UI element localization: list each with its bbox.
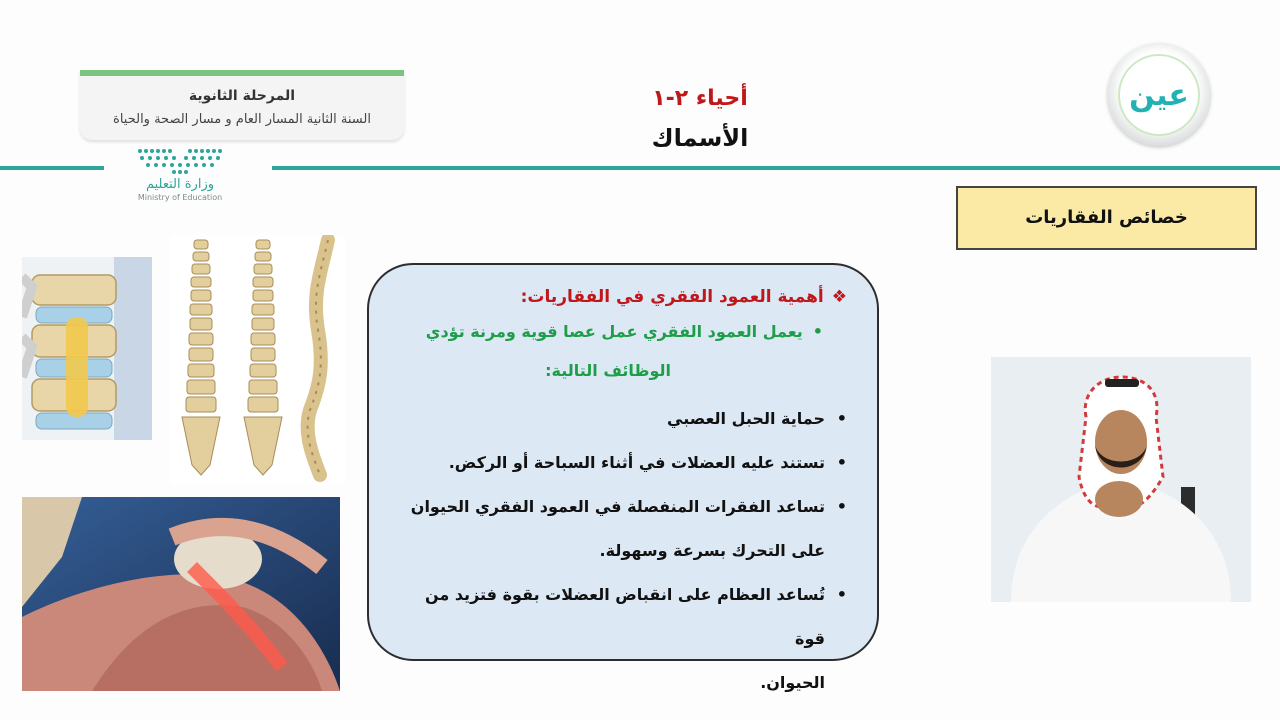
intro-bullet-icon: • [812,322,823,341]
vertebrae-closeup-image [22,257,152,440]
list-item-text: • تساعد الفقرات المنفصلة في العمود الفقري الحيوان [410,497,825,516]
ministry-logo [100,145,260,215]
header-divider-left [0,166,104,170]
list-item-text: • تستند عليه العضلات في أثناء السباحة أو الركض. [448,453,825,472]
functions-list [393,397,847,705]
diamond-star-icon: ❖ [831,287,847,307]
list-item-text: • تُساعد العظام على انقباض العضلات بقوة فتزيد من قوة [424,585,825,648]
list-item-text-cont: الحيوان. [760,673,825,692]
list-item-text-cont: على التحرك بسرعة وسهولة. [599,541,825,560]
stage-title: المرحلة الثانوية [188,88,296,104]
topic-box: خصائص الفقاريات [956,186,1257,250]
list-item [393,573,847,705]
stage-subtitle: السنة الثانية المسار العام و مسار الصحة والحياة [113,112,371,127]
content-panel [367,263,879,692]
ein-logo-text: عين [1118,54,1200,136]
ministry-name-en: Ministry of Education [137,193,223,202]
list-item [393,441,847,485]
panel-heading [393,283,847,311]
intro-text-1: يعمل العمود الفقري عمل عصا قوية ومرنة تؤدي [425,322,803,341]
panel-heading-text: أهمية العمود الفقري في الفقاريات: [520,287,824,307]
intro-text-2: الوظائف التالية: [545,361,671,380]
header-divider-right [272,166,1280,170]
list-item [393,397,847,441]
presenter-video [991,357,1251,602]
intro-line [393,311,847,353]
ein-logo [1108,44,1210,146]
lesson-code: أحياء ٢-١ [652,86,748,111]
list-item [393,485,847,573]
spine-views-image [170,235,345,485]
ministry-dots-icon [134,145,226,175]
ministry-name-ar: وزارة التعليم [145,177,215,192]
shoulder-muscles-image [22,497,340,691]
lesson-title: الأسماك [651,124,749,152]
list-item-text: • حماية الحبل العصبي [667,409,825,428]
stage-card [80,70,404,140]
